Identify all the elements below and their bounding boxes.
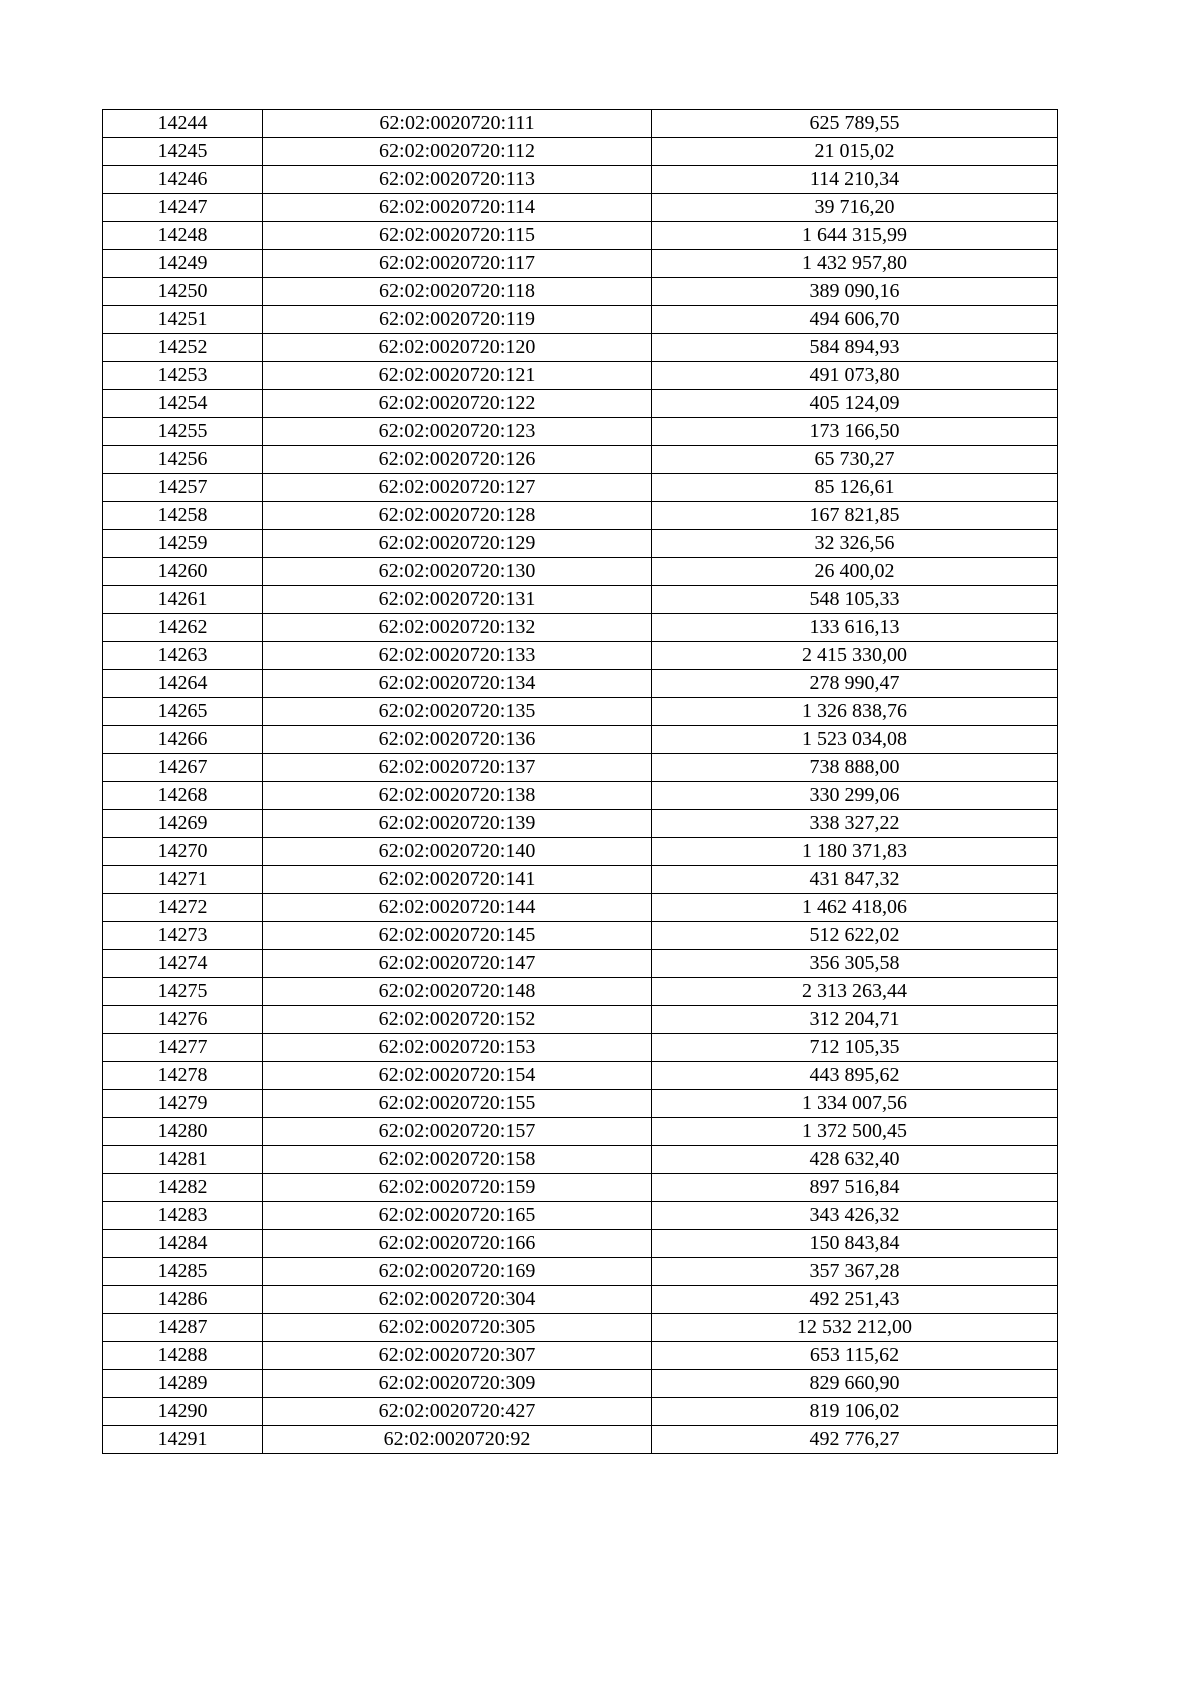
value-cell: 491 073,80 (652, 362, 1058, 390)
value-cell: 65 730,27 (652, 446, 1058, 474)
row-number-cell: 14274 (103, 950, 263, 978)
cadastral-number-cell: 62:02:0020720:128 (263, 502, 652, 530)
cadastral-number-cell: 62:02:0020720:144 (263, 894, 652, 922)
value-cell: 492 251,43 (652, 1286, 1058, 1314)
value-cell: 1 180 371,83 (652, 838, 1058, 866)
cadastral-number-cell: 62:02:0020720:147 (263, 950, 652, 978)
table-row (103, 614, 1058, 642)
cadastral-number-cell: 62:02:0020720:120 (263, 334, 652, 362)
table-row (103, 670, 1058, 698)
cadastral-number-cell: 62:02:0020720:155 (263, 1090, 652, 1118)
cadastral-number-cell: 62:02:0020720:304 (263, 1286, 652, 1314)
cadastral-number-cell: 62:02:0020720:139 (263, 810, 652, 838)
row-number-cell: 14261 (103, 586, 263, 614)
value-cell: 405 124,09 (652, 390, 1058, 418)
row-number-cell: 14244 (103, 110, 263, 138)
table-row (103, 390, 1058, 418)
value-cell: 492 776,27 (652, 1426, 1058, 1454)
table-row (103, 222, 1058, 250)
table-row (103, 278, 1058, 306)
cadastral-number-cell: 62:02:0020720:129 (263, 530, 652, 558)
table-row (103, 1062, 1058, 1090)
value-cell: 428 632,40 (652, 1146, 1058, 1174)
cadastral-number-cell: 62:02:0020720:154 (263, 1062, 652, 1090)
cadastral-number-cell: 62:02:0020720:157 (263, 1118, 652, 1146)
row-number-cell: 14277 (103, 1034, 263, 1062)
table-row (103, 698, 1058, 726)
cadastral-number-cell: 62:02:0020720:130 (263, 558, 652, 586)
value-cell: 167 821,85 (652, 502, 1058, 530)
table-body (103, 110, 1058, 1454)
table-row (103, 810, 1058, 838)
value-cell: 1 523 034,08 (652, 726, 1058, 754)
table-row (103, 110, 1058, 138)
table-row (103, 1006, 1058, 1034)
cadastral-number-cell: 62:02:0020720:166 (263, 1230, 652, 1258)
row-number-cell: 14290 (103, 1398, 263, 1426)
cadastral-number-cell: 62:02:0020720:138 (263, 782, 652, 810)
row-number-cell: 14249 (103, 250, 263, 278)
cadastral-number-cell: 62:02:0020720:114 (263, 194, 652, 222)
cadastral-number-cell: 62:02:0020720:112 (263, 138, 652, 166)
table-row (103, 250, 1058, 278)
table-row (103, 530, 1058, 558)
row-number-cell: 14281 (103, 1146, 263, 1174)
table-row (103, 138, 1058, 166)
table-row (103, 1202, 1058, 1230)
value-cell: 1 334 007,56 (652, 1090, 1058, 1118)
value-cell: 819 106,02 (652, 1398, 1058, 1426)
value-cell: 2 313 263,44 (652, 978, 1058, 1006)
table-row (103, 418, 1058, 446)
table-row (103, 1146, 1058, 1174)
cadastral-number-cell: 62:02:0020720:126 (263, 446, 652, 474)
value-cell: 712 105,35 (652, 1034, 1058, 1062)
row-number-cell: 14259 (103, 530, 263, 558)
row-number-cell: 14264 (103, 670, 263, 698)
table-row (103, 334, 1058, 362)
row-number-cell: 14247 (103, 194, 263, 222)
table-row (103, 866, 1058, 894)
table-row (103, 306, 1058, 334)
table-row (103, 1342, 1058, 1370)
value-cell: 1 432 957,80 (652, 250, 1058, 278)
table-row (103, 978, 1058, 1006)
value-cell: 85 126,61 (652, 474, 1058, 502)
table-row (103, 446, 1058, 474)
row-number-cell: 14260 (103, 558, 263, 586)
value-cell: 584 894,93 (652, 334, 1058, 362)
cadastral-number-cell: 62:02:0020720:121 (263, 362, 652, 390)
cadastral-number-cell: 62:02:0020720:111 (263, 110, 652, 138)
row-number-cell: 14265 (103, 698, 263, 726)
cadastral-number-cell: 62:02:0020720:307 (263, 1342, 652, 1370)
row-number-cell: 14271 (103, 866, 263, 894)
table-row (103, 166, 1058, 194)
cadastral-number-cell: 62:02:0020720:135 (263, 698, 652, 726)
table-row (103, 894, 1058, 922)
value-cell: 1 372 500,45 (652, 1118, 1058, 1146)
value-cell: 1 462 418,06 (652, 894, 1058, 922)
cadastral-number-cell: 62:02:0020720:123 (263, 418, 652, 446)
value-cell: 1 644 315,99 (652, 222, 1058, 250)
value-cell: 548 105,33 (652, 586, 1058, 614)
table-row (103, 502, 1058, 530)
cadastral-number-cell: 62:02:0020720:118 (263, 278, 652, 306)
cadastral-number-cell: 62:02:0020720:122 (263, 390, 652, 418)
row-number-cell: 14255 (103, 418, 263, 446)
value-cell: 21 015,02 (652, 138, 1058, 166)
row-number-cell: 14291 (103, 1426, 263, 1454)
row-number-cell: 14283 (103, 1202, 263, 1230)
value-cell: 2 415 330,00 (652, 642, 1058, 670)
cadastral-number-cell: 62:02:0020720:136 (263, 726, 652, 754)
row-number-cell: 14289 (103, 1370, 263, 1398)
table-row (103, 1426, 1058, 1454)
table-row (103, 362, 1058, 390)
table-row (103, 586, 1058, 614)
cadastral-number-cell: 62:02:0020720:133 (263, 642, 652, 670)
row-number-cell: 14284 (103, 1230, 263, 1258)
row-number-cell: 14276 (103, 1006, 263, 1034)
cadastral-number-cell: 62:02:0020720:141 (263, 866, 652, 894)
table-row (103, 642, 1058, 670)
row-number-cell: 14268 (103, 782, 263, 810)
value-cell: 897 516,84 (652, 1174, 1058, 1202)
value-cell: 39 716,20 (652, 194, 1058, 222)
value-cell: 357 367,28 (652, 1258, 1058, 1286)
value-cell: 494 606,70 (652, 306, 1058, 334)
row-number-cell: 14278 (103, 1062, 263, 1090)
value-cell: 356 305,58 (652, 950, 1058, 978)
value-cell: 173 166,50 (652, 418, 1058, 446)
table-row (103, 922, 1058, 950)
value-cell: 12 532 212,00 (652, 1314, 1058, 1342)
value-cell: 330 299,06 (652, 782, 1058, 810)
cadastral-number-cell: 62:02:0020720:119 (263, 306, 652, 334)
value-cell: 512 622,02 (652, 922, 1058, 950)
cadastral-number-cell: 62:02:0020720:427 (263, 1398, 652, 1426)
cadastral-number-cell: 62:02:0020720:159 (263, 1174, 652, 1202)
cadastral-number-cell: 62:02:0020720:137 (263, 754, 652, 782)
value-cell: 431 847,32 (652, 866, 1058, 894)
cadastral-number-cell: 62:02:0020720:140 (263, 838, 652, 866)
value-cell: 738 888,00 (652, 754, 1058, 782)
table-row (103, 726, 1058, 754)
value-cell: 829 660,90 (652, 1370, 1058, 1398)
table-row (103, 754, 1058, 782)
row-number-cell: 14273 (103, 922, 263, 950)
value-cell: 389 090,16 (652, 278, 1058, 306)
cadastral-number-cell: 62:02:0020720:153 (263, 1034, 652, 1062)
table-row (103, 1118, 1058, 1146)
cadastral-number-cell: 62:02:0020720:134 (263, 670, 652, 698)
cadastral-number-cell: 62:02:0020720:169 (263, 1258, 652, 1286)
value-cell: 278 990,47 (652, 670, 1058, 698)
cadastral-value-table (102, 109, 1058, 1454)
value-cell: 114 210,34 (652, 166, 1058, 194)
cadastral-number-cell: 62:02:0020720:127 (263, 474, 652, 502)
row-number-cell: 14269 (103, 810, 263, 838)
cadastral-number-cell: 62:02:0020720:148 (263, 978, 652, 1006)
value-cell: 443 895,62 (652, 1062, 1058, 1090)
table-row (103, 474, 1058, 502)
value-cell: 653 115,62 (652, 1342, 1058, 1370)
table-row (103, 1286, 1058, 1314)
value-cell: 1 326 838,76 (652, 698, 1058, 726)
row-number-cell: 14248 (103, 222, 263, 250)
table-row (103, 1370, 1058, 1398)
row-number-cell: 14266 (103, 726, 263, 754)
table-row (103, 1258, 1058, 1286)
cadastral-number-cell: 62:02:0020720:309 (263, 1370, 652, 1398)
row-number-cell: 14254 (103, 390, 263, 418)
row-number-cell: 14280 (103, 1118, 263, 1146)
table-row (103, 1174, 1058, 1202)
row-number-cell: 14252 (103, 334, 263, 362)
cadastral-number-cell: 62:02:0020720:152 (263, 1006, 652, 1034)
value-cell: 338 327,22 (652, 810, 1058, 838)
table-row (103, 950, 1058, 978)
table-row (103, 1230, 1058, 1258)
value-cell: 26 400,02 (652, 558, 1058, 586)
cadastral-number-cell: 62:02:0020720:117 (263, 250, 652, 278)
cadastral-number-cell: 62:02:0020720:132 (263, 614, 652, 642)
cadastral-number-cell: 62:02:0020720:145 (263, 922, 652, 950)
row-number-cell: 14270 (103, 838, 263, 866)
table-row (103, 558, 1058, 586)
row-number-cell: 14245 (103, 138, 263, 166)
row-number-cell: 14282 (103, 1174, 263, 1202)
row-number-cell: 14272 (103, 894, 263, 922)
cadastral-number-cell: 62:02:0020720:115 (263, 222, 652, 250)
table-row (103, 1034, 1058, 1062)
row-number-cell: 14287 (103, 1314, 263, 1342)
value-cell: 343 426,32 (652, 1202, 1058, 1230)
row-number-cell: 14275 (103, 978, 263, 1006)
row-number-cell: 14256 (103, 446, 263, 474)
row-number-cell: 14288 (103, 1342, 263, 1370)
table-row (103, 194, 1058, 222)
value-cell: 32 326,56 (652, 530, 1058, 558)
cadastral-number-cell: 62:02:0020720:158 (263, 1146, 652, 1174)
table-row (103, 782, 1058, 810)
row-number-cell: 14246 (103, 166, 263, 194)
row-number-cell: 14250 (103, 278, 263, 306)
row-number-cell: 14258 (103, 502, 263, 530)
value-cell: 133 616,13 (652, 614, 1058, 642)
cadastral-number-cell: 62:02:0020720:305 (263, 1314, 652, 1342)
cadastral-number-cell: 62:02:0020720:92 (263, 1426, 652, 1454)
cadastral-number-cell: 62:02:0020720:131 (263, 586, 652, 614)
row-number-cell: 14279 (103, 1090, 263, 1118)
row-number-cell: 14257 (103, 474, 263, 502)
value-cell: 312 204,71 (652, 1006, 1058, 1034)
value-cell: 625 789,55 (652, 110, 1058, 138)
table-row (103, 838, 1058, 866)
row-number-cell: 14262 (103, 614, 263, 642)
cadastral-number-cell: 62:02:0020720:113 (263, 166, 652, 194)
row-number-cell: 14251 (103, 306, 263, 334)
table-row (103, 1314, 1058, 1342)
row-number-cell: 14286 (103, 1286, 263, 1314)
row-number-cell: 14285 (103, 1258, 263, 1286)
row-number-cell: 14253 (103, 362, 263, 390)
row-number-cell: 14263 (103, 642, 263, 670)
value-cell: 150 843,84 (652, 1230, 1058, 1258)
cadastral-number-cell: 62:02:0020720:165 (263, 1202, 652, 1230)
table-row (103, 1398, 1058, 1426)
table-row (103, 1090, 1058, 1118)
row-number-cell: 14267 (103, 754, 263, 782)
